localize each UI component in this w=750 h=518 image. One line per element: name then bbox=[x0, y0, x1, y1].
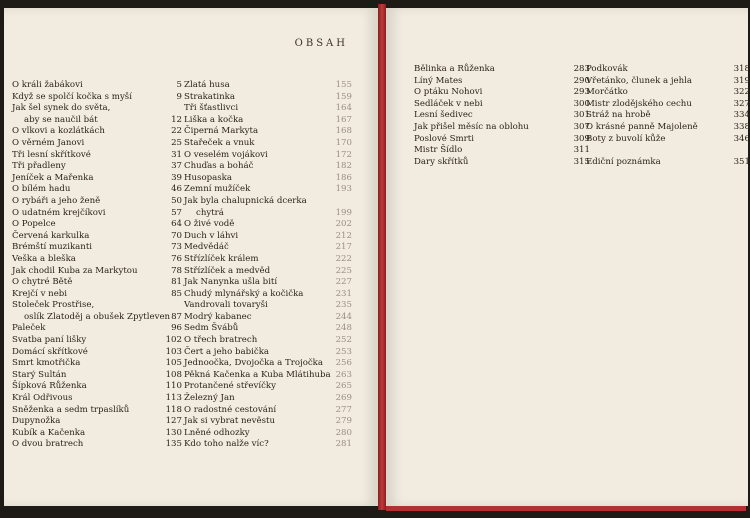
toc-entry-title: Medvědáč bbox=[184, 242, 229, 253]
toc-entry-title: Stařeček a vnuk bbox=[184, 137, 255, 148]
toc-entry-page: 5 bbox=[176, 80, 182, 90]
toc-entry-page: 252 bbox=[335, 335, 352, 346]
toc-entry-title: Paleček bbox=[12, 323, 46, 334]
toc-entry-title: oslík Zlatoděj a obušek Zpytleven bbox=[24, 311, 171, 322]
toc-entry-title: Jak Nanynka ušla bití bbox=[184, 277, 278, 288]
toc-entry-page: 327 bbox=[733, 98, 750, 109]
toc-entry bbox=[184, 347, 360, 359]
toc-entry-page: 301 bbox=[573, 110, 590, 121]
toc-entry-title: Boty z buvolí kůže bbox=[586, 133, 666, 144]
toc-entry bbox=[12, 126, 180, 138]
toc-entry bbox=[184, 161, 360, 173]
right-page bbox=[386, 8, 748, 506]
toc-entry-title: O věrném Janovi bbox=[12, 137, 85, 148]
toc-entry-title: Chudý mlynářský a kočička bbox=[184, 288, 304, 299]
toc-entry bbox=[184, 242, 360, 254]
toc-entry bbox=[184, 323, 360, 335]
toc-entry-page: 57 bbox=[171, 207, 182, 218]
toc-entry bbox=[12, 103, 180, 115]
toc-entry-title: Mistr Šídlo bbox=[414, 145, 463, 156]
toc-column-3 bbox=[414, 64, 590, 168]
toc-entry-title: chytrá bbox=[196, 207, 224, 218]
toc-entry bbox=[414, 133, 590, 146]
toc-entry-title: Sedláček v nebi bbox=[414, 98, 483, 109]
toc-entry-page: 159 bbox=[335, 91, 352, 102]
toc-entry-page: 311 bbox=[573, 145, 590, 156]
toc-entry-title: Střízlíček králem bbox=[184, 253, 259, 264]
toc-entry-page: 248 bbox=[335, 323, 352, 334]
toc-entry bbox=[184, 219, 360, 231]
toc-entry-title: Vřetánko, člunek a jehla bbox=[586, 75, 693, 86]
toc-column-2 bbox=[184, 80, 360, 451]
toc-entry-title: Lesní šedivec bbox=[414, 110, 473, 121]
toc-entry-page: 351 bbox=[733, 156, 750, 167]
toc-entry bbox=[12, 92, 180, 104]
toc-entry-title: Železný Jan bbox=[184, 393, 235, 404]
toc-entry-page: 231 bbox=[335, 288, 352, 299]
toc-entry-title: Jak si vybrat nevěstu bbox=[184, 416, 275, 427]
toc-entry bbox=[184, 92, 360, 104]
toc-entry-page: 85 bbox=[171, 288, 182, 299]
toc-entry-page: 307 bbox=[573, 121, 590, 132]
toc-entry-title: O živé vodě bbox=[184, 219, 235, 230]
toc-entry-page: 70 bbox=[171, 230, 182, 241]
toc-entry bbox=[184, 266, 360, 278]
toc-entry bbox=[586, 99, 750, 111]
toc-entry-title: Stoleček Prostřise, bbox=[12, 300, 95, 311]
toc-entry-page: 50 bbox=[171, 195, 182, 206]
toc-entry bbox=[12, 277, 180, 289]
toc-entry-title: Jak přišel měsíc na oblohu bbox=[414, 121, 529, 132]
toc-entry-title: aby se naučil bát bbox=[24, 114, 98, 125]
toc-entry-title: Tři lesní skřítkové bbox=[12, 149, 91, 160]
toc-entry bbox=[414, 145, 590, 157]
toc-entry-title: O vlkovi a kozlátkách bbox=[12, 126, 105, 137]
toc-entry bbox=[414, 64, 590, 76]
toc-entry-page: 244 bbox=[335, 311, 352, 322]
toc-entry bbox=[184, 115, 360, 127]
toc-entry-title: Kdo toho nalže víc? bbox=[184, 439, 269, 450]
toc-entry-title: Husopaska bbox=[184, 172, 232, 183]
toc-entry-title: Král Odřivous bbox=[12, 393, 73, 404]
toc-entry-page: 225 bbox=[335, 265, 352, 276]
toc-entry-title: Podkovák bbox=[586, 64, 628, 74]
toc-entry bbox=[12, 405, 180, 417]
toc-entry bbox=[586, 76, 750, 88]
toc-entry-title: Ediční poznámka bbox=[586, 156, 661, 167]
toc-entry-page: 81 bbox=[171, 277, 182, 288]
toc-entry bbox=[184, 439, 360, 451]
toc-entry bbox=[184, 277, 360, 289]
toc-entry-page: 31 bbox=[171, 149, 182, 160]
toc-entry-title: Krejčí v nebi bbox=[12, 288, 68, 299]
toc-entry bbox=[12, 173, 180, 185]
toc-entry bbox=[12, 184, 180, 196]
toc-entry-page: 170 bbox=[335, 137, 352, 148]
toc-entry bbox=[12, 138, 180, 150]
toc-entry-title: O udatném krejčíkovi bbox=[12, 207, 106, 218]
toc-entry-title: O dvou bratrech bbox=[12, 439, 84, 450]
toc-entry bbox=[12, 266, 180, 278]
toc-entry-page: 346 bbox=[733, 133, 750, 144]
toc-entry bbox=[12, 428, 180, 440]
toc-entry-page: 256 bbox=[335, 358, 352, 369]
left-page bbox=[4, 8, 378, 506]
toc-entry bbox=[12, 196, 180, 208]
toc-entry-title: Sněženka a sedm trpaslíků bbox=[12, 404, 130, 415]
toc-entry bbox=[184, 289, 360, 301]
toc-entry-page: 110 bbox=[165, 381, 182, 392]
toc-entry bbox=[184, 231, 360, 243]
toc-entry-title: Tři šťastlivci bbox=[184, 103, 239, 114]
toc-entry-page: 96 bbox=[171, 323, 182, 334]
toc-entry bbox=[414, 121, 590, 134]
toc-entry-page: 280 bbox=[335, 427, 352, 438]
toc-entry-title: O rybáři a jeho ženě bbox=[12, 195, 101, 206]
toc-entry-page: 37 bbox=[171, 161, 182, 172]
toc-column-4 bbox=[586, 64, 750, 168]
toc-entry-page: 217 bbox=[335, 242, 352, 253]
toc-entry bbox=[586, 145, 750, 157]
toc-entry-title: Když se spolčí kočka s myší bbox=[12, 91, 132, 102]
toc-entry-title: O Popelce bbox=[12, 219, 56, 230]
toc-entry-page: 105 bbox=[165, 358, 182, 369]
toc-entry bbox=[12, 150, 180, 162]
toc-entry-page: 39 bbox=[171, 172, 182, 183]
toc-entry bbox=[184, 335, 360, 347]
toc-entry-title: Liška a kočka bbox=[184, 114, 244, 125]
toc-entry-page: 103 bbox=[165, 346, 182, 357]
toc-entry bbox=[12, 439, 180, 451]
toc-entry-page: 113 bbox=[165, 393, 182, 404]
toc-entry-page: 102 bbox=[165, 335, 182, 346]
toc-entry bbox=[184, 254, 360, 266]
toc-entry bbox=[586, 64, 750, 76]
toc-entry-title: O radostné cestování bbox=[184, 404, 277, 415]
toc-entry bbox=[12, 335, 180, 347]
toc-entry-title: O králi žabákovi bbox=[12, 80, 83, 90]
toc-entry bbox=[184, 428, 360, 440]
toc-entry bbox=[414, 110, 590, 122]
toc-entry-page: 281 bbox=[335, 439, 352, 450]
toc-entry bbox=[12, 219, 180, 231]
toc-entry bbox=[12, 416, 180, 428]
toc-entry bbox=[12, 208, 180, 220]
toc-entry-title: Duch v láhvi bbox=[184, 230, 239, 241]
toc-entry-page: 322 bbox=[733, 87, 750, 98]
toc-entry-page: 172 bbox=[335, 149, 352, 160]
toc-entry-title: Stráž na hrobě bbox=[586, 110, 651, 121]
toc-entry bbox=[586, 134, 750, 146]
toc-entry-title: Šípková Růženka bbox=[12, 381, 87, 392]
toc-entry-title: Protančené střevíčky bbox=[184, 381, 276, 392]
toc-entry bbox=[184, 300, 360, 312]
toc-entry-page: 155 bbox=[335, 80, 352, 90]
toc-entry-page: 300 bbox=[573, 98, 590, 109]
toc-entry-title: Tři přadleny bbox=[12, 161, 66, 172]
toc-entry bbox=[184, 103, 360, 115]
toc-entry bbox=[12, 393, 180, 405]
toc-entry-title: Domácí skřítkové bbox=[12, 346, 88, 357]
toc-entry-title: O třech bratrech bbox=[184, 335, 258, 346]
toc-entry-title: Modrý kabanec bbox=[184, 311, 252, 322]
toc-entry-page: 235 bbox=[335, 300, 352, 311]
toc-entry bbox=[12, 300, 180, 312]
toc-entry bbox=[184, 150, 360, 162]
toc-entry-page: 290 bbox=[573, 75, 590, 86]
toc-entry-title: O bílém hadu bbox=[12, 184, 71, 195]
toc-entry-page: 12 bbox=[171, 114, 182, 125]
toc-entry-page: 9 bbox=[176, 91, 182, 102]
toc-entry-page: 25 bbox=[171, 137, 182, 148]
toc-entry bbox=[414, 156, 590, 169]
toc-entry bbox=[184, 312, 360, 324]
toc-entry-title: Strakatinka bbox=[184, 91, 235, 102]
toc-entry bbox=[184, 196, 360, 208]
toc-entry bbox=[184, 381, 360, 393]
toc-entry bbox=[184, 126, 360, 138]
toc-entry-page: 253 bbox=[335, 346, 352, 357]
toc-entry-title: Veška a bleška bbox=[12, 253, 76, 264]
toc-entry-title: Brémští muzikanti bbox=[12, 242, 93, 253]
toc-entry bbox=[586, 110, 750, 122]
toc-entry bbox=[12, 161, 180, 173]
toc-entry-title: Bělinka a Růženka bbox=[414, 64, 495, 74]
toc-entry-page: 279 bbox=[335, 416, 352, 427]
toc-entry-page: 319 bbox=[733, 75, 750, 86]
toc-entry-page: 277 bbox=[335, 404, 352, 415]
toc-entry-page: 334 bbox=[733, 110, 750, 121]
toc-entry-title: Chuďas a boháč bbox=[184, 161, 254, 172]
toc-entry bbox=[12, 80, 180, 92]
toc-entry-title: Dupynožka bbox=[12, 416, 61, 427]
toc-entry bbox=[184, 80, 360, 92]
toc-entry-page: 318 bbox=[733, 64, 750, 74]
toc-entry bbox=[12, 370, 180, 382]
toc-entry bbox=[184, 358, 360, 370]
toc-entry-page: 222 bbox=[335, 253, 352, 264]
toc-entry bbox=[12, 323, 180, 335]
toc-entry-page: 164 bbox=[335, 103, 352, 114]
toc-entry-page: 186 bbox=[335, 172, 352, 183]
toc-entry-title: Čert a jeho babička bbox=[184, 346, 270, 357]
toc-entry-title: Kubík a Kačenka bbox=[12, 427, 86, 438]
toc-entry-title: O ptáku Nohovi bbox=[414, 87, 483, 98]
toc-entry-page: 73 bbox=[171, 242, 182, 253]
toc-entry bbox=[12, 231, 180, 243]
toc-entry bbox=[184, 405, 360, 417]
toc-entry-title: Jeníček a Mařenka bbox=[12, 172, 94, 183]
toc-entry-title: Dary skřítků bbox=[414, 156, 469, 167]
toc-entry-title: Poslové Smrti bbox=[414, 133, 474, 144]
toc-entry-page: 182 bbox=[335, 161, 352, 172]
toc-entry bbox=[184, 416, 360, 428]
toc-entry-page: 293 bbox=[573, 87, 590, 98]
toc-entry bbox=[184, 393, 360, 405]
toc-entry-page: 76 bbox=[171, 253, 182, 264]
toc-entry bbox=[586, 87, 750, 99]
toc-entry-page: 193 bbox=[335, 184, 352, 195]
toc-entry-title: Mistr zlodějského cechu bbox=[586, 98, 692, 109]
toc-entry-title: Svatba paní lišky bbox=[12, 335, 87, 346]
toc-entry-title: Červená karkulka bbox=[12, 230, 90, 241]
toc-entry bbox=[12, 289, 180, 301]
toc-entry bbox=[414, 98, 590, 111]
toc-entry-title: Smrt kmotřička bbox=[12, 358, 81, 369]
book-cover-edge bbox=[386, 506, 746, 511]
toc-entry-page: 135 bbox=[165, 439, 182, 450]
toc-entry-title: Zlatá husa bbox=[184, 80, 230, 90]
page-title: OBSAH bbox=[294, 38, 348, 49]
toc-entry-title: Jak šel synek do světa, bbox=[12, 103, 111, 114]
toc-entry bbox=[12, 242, 180, 254]
toc-entry-page: 202 bbox=[335, 219, 352, 230]
toc-entry-title: O veselém vojákovi bbox=[184, 149, 268, 160]
toc-entry bbox=[414, 75, 590, 88]
toc-entry bbox=[12, 347, 180, 359]
toc-entry-page: 168 bbox=[335, 126, 352, 137]
toc-entry-title: Střízlíček a medvěd bbox=[184, 265, 271, 276]
toc-entry-title: Jak byla chalupnická dcerka bbox=[184, 195, 307, 206]
toc-entry-title: Líný Mates bbox=[414, 75, 463, 86]
toc-entry-title: O krásné panně Majoleně bbox=[586, 121, 698, 132]
toc-entry-page: 78 bbox=[171, 265, 182, 276]
toc-entry bbox=[184, 208, 360, 220]
toc-entry-title: Čiperná Markyta bbox=[184, 126, 259, 137]
toc-entry bbox=[12, 358, 180, 370]
toc-entry-title: Jak chodil Kuba za Markytou bbox=[12, 265, 138, 276]
toc-entry-page: 283 bbox=[573, 64, 590, 74]
toc-entry-title: Lněné odhozky bbox=[184, 427, 250, 438]
toc-entry bbox=[414, 87, 590, 99]
toc-entry-page: 22 bbox=[171, 126, 182, 137]
toc-entry-page: 227 bbox=[335, 277, 352, 288]
toc-entry bbox=[586, 157, 750, 169]
toc-entry bbox=[586, 122, 750, 134]
toc-entry-page: 265 bbox=[335, 381, 352, 392]
toc-entry-title: Pěkná Kačenka a Kuba Mlátihuba bbox=[184, 369, 331, 380]
toc-entry-page: 309 bbox=[573, 133, 590, 144]
toc-entry-title: Morčátko bbox=[586, 87, 628, 98]
toc-entry bbox=[12, 115, 180, 127]
toc-entry bbox=[184, 184, 360, 196]
toc-entry bbox=[184, 173, 360, 185]
toc-entry-title: Sedm Švábů bbox=[184, 323, 239, 334]
toc-entry-page: 167 bbox=[335, 114, 352, 125]
toc-entry-page: 130 bbox=[165, 427, 182, 438]
toc-entry-page: 64 bbox=[171, 219, 182, 230]
toc-entry-page: 199 bbox=[335, 207, 352, 218]
toc-entry bbox=[12, 312, 180, 324]
toc-entry-page: 118 bbox=[165, 404, 182, 415]
toc-entry bbox=[184, 138, 360, 150]
toc-entry-page: 127 bbox=[165, 416, 182, 427]
toc-entry-page: 46 bbox=[171, 184, 182, 195]
toc-entry-page: 212 bbox=[335, 230, 352, 241]
toc-entry-page: 338 bbox=[733, 121, 750, 132]
toc-entry-page: 315 bbox=[573, 156, 590, 167]
toc-column-1 bbox=[12, 80, 180, 451]
book-spine bbox=[378, 4, 386, 510]
toc-entry bbox=[184, 370, 360, 382]
toc-entry-title: Jednoočka, Dvojočka a Trojočka bbox=[184, 358, 324, 369]
toc-entry-title: Zemní mužíček bbox=[184, 184, 251, 195]
toc-entry-page: 269 bbox=[335, 393, 352, 404]
toc-entry-title: Starý Sultán bbox=[12, 369, 67, 380]
toc-entry-title: Vandrovali tovaryši bbox=[184, 300, 268, 311]
toc-entry-page: 87 bbox=[171, 311, 182, 322]
toc-entry-page: 263 bbox=[335, 369, 352, 380]
toc-entry bbox=[12, 254, 180, 266]
toc-entry-page: 108 bbox=[165, 369, 182, 380]
toc-entry bbox=[12, 381, 180, 393]
toc-entry-title: O chytré Bětě bbox=[12, 277, 73, 288]
